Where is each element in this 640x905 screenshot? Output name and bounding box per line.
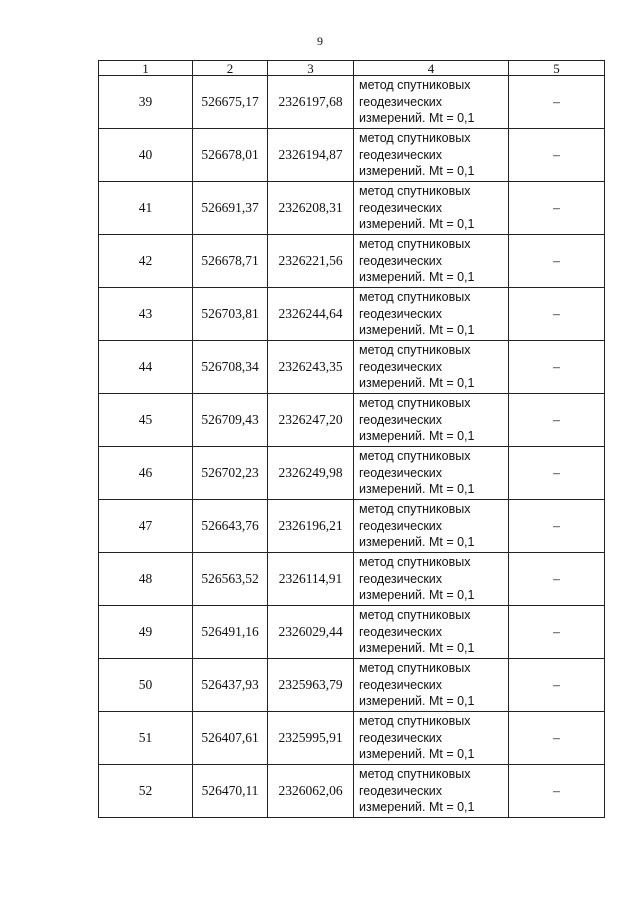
coordinates-table [98,60,605,818]
method-cell [354,447,509,500]
point-number-cell: 42 [99,235,193,288]
method-text-line: измерений. Mt = 0,1 [359,217,475,232]
y-coordinate-cell: 2326247,20 [268,394,354,447]
method-cell [354,659,509,712]
method-text-line: метод спутниковых [359,290,471,305]
point-number-cell: 52 [99,765,193,818]
method-text-line: метод спутниковых [359,767,471,782]
method-text-line: метод спутниковых [359,555,471,570]
method-text-line: измерений. Mt = 0,1 [359,164,475,179]
method-text-line: геодезических [359,465,443,480]
note-cell: – [509,765,605,818]
method-text-line: измерений. Mt = 0,1 [359,588,475,603]
table-row [99,76,605,129]
table-row [99,235,605,288]
note-cell: – [509,182,605,235]
column-header-4: 4 [354,61,509,76]
note-cell: – [509,659,605,712]
method-cell [354,553,509,606]
point-number-cell: 39 [99,76,193,129]
method-text-line: метод спутниковых [359,502,471,517]
method-text-line: геодезических [359,518,443,533]
method-text-line: измерений. Mt = 0,1 [359,323,475,338]
method-cell [354,129,509,182]
point-number-cell: 46 [99,447,193,500]
table-row [99,659,605,712]
method-text-line: метод спутниковых [359,237,471,252]
note-cell: – [509,553,605,606]
method-text-line: измерений. Mt = 0,1 [359,800,475,815]
table-row [99,606,605,659]
point-number-cell: 50 [99,659,193,712]
method-text-line: измерений. Mt = 0,1 [359,694,475,709]
table-row [99,500,605,553]
note-cell: – [509,606,605,659]
method-text-line: геодезических [359,412,443,427]
method-cell [354,606,509,659]
column-header-1: 1 [99,61,193,76]
y-coordinate-cell: 2326196,21 [268,500,354,553]
x-coordinate-cell: 526491,16 [193,606,268,659]
method-cell [354,182,509,235]
x-coordinate-cell: 526678,71 [193,235,268,288]
method-text-line: геодезических [359,94,443,109]
method-text-line: метод спутниковых [359,396,471,411]
table-header-row [99,61,605,76]
table-row [99,712,605,765]
method-text-line: метод спутниковых [359,608,471,623]
note-cell: – [509,394,605,447]
point-number-cell: 41 [99,182,193,235]
y-coordinate-cell: 2325963,79 [268,659,354,712]
table-row [99,341,605,394]
x-coordinate-cell: 526675,17 [193,76,268,129]
y-coordinate-cell: 2326221,56 [268,235,354,288]
method-text-line: измерений. Mt = 0,1 [359,641,475,656]
point-number-cell: 48 [99,553,193,606]
method-text-line: метод спутниковых [359,78,471,93]
method-text-line: геодезических [359,253,443,268]
x-coordinate-cell: 526708,34 [193,341,268,394]
method-text-line: геодезических [359,359,443,374]
y-coordinate-cell: 2326114,91 [268,553,354,606]
method-cell [354,288,509,341]
y-coordinate-cell: 2326243,35 [268,341,354,394]
method-cell [354,341,509,394]
table-row [99,765,605,818]
y-coordinate-cell: 2326249,98 [268,447,354,500]
note-cell: – [509,500,605,553]
x-coordinate-cell: 526691,37 [193,182,268,235]
y-coordinate-cell: 2326062,06 [268,765,354,818]
method-text-line: измерений. Mt = 0,1 [359,747,475,762]
point-number-cell: 40 [99,129,193,182]
table-row [99,129,605,182]
method-cell [354,765,509,818]
method-text-line: метод спутниковых [359,714,471,729]
method-cell [354,712,509,765]
note-cell: – [509,341,605,394]
method-text-line: метод спутниковых [359,343,471,358]
method-cell [354,235,509,288]
method-text-line: метод спутниковых [359,661,471,676]
x-coordinate-cell: 526678,01 [193,129,268,182]
point-number-cell: 44 [99,341,193,394]
point-number-cell: 43 [99,288,193,341]
method-text-line: геодезических [359,571,443,586]
x-coordinate-cell: 526702,23 [193,447,268,500]
method-text-line: измерений. Mt = 0,1 [359,270,475,285]
method-text-line: геодезических [359,677,443,692]
method-text-line: метод спутниковых [359,184,471,199]
method-text-line: измерений. Mt = 0,1 [359,376,475,391]
x-coordinate-cell: 526643,76 [193,500,268,553]
y-coordinate-cell: 2326197,68 [268,76,354,129]
table-body [99,76,605,818]
method-text-line: геодезических [359,730,443,745]
note-cell: – [509,447,605,500]
table-row [99,182,605,235]
x-coordinate-cell: 526437,93 [193,659,268,712]
method-text-line: геодезических [359,624,443,639]
x-coordinate-cell: 526407,61 [193,712,268,765]
column-header-3: 3 [268,61,354,76]
y-coordinate-cell: 2326029,44 [268,606,354,659]
method-text-line: геодезических [359,306,443,321]
method-text-line: геодезических [359,783,443,798]
method-text-line: измерений. Mt = 0,1 [359,482,475,497]
x-coordinate-cell: 526470,11 [193,765,268,818]
column-header-2: 2 [193,61,268,76]
method-text-line: измерений. Mt = 0,1 [359,111,475,126]
point-number-cell: 47 [99,500,193,553]
method-cell [354,394,509,447]
table-row [99,553,605,606]
method-text-line: измерений. Mt = 0,1 [359,429,475,444]
y-coordinate-cell: 2325995,91 [268,712,354,765]
table-row [99,394,605,447]
note-cell: – [509,235,605,288]
x-coordinate-cell: 526703,81 [193,288,268,341]
y-coordinate-cell: 2326244,64 [268,288,354,341]
method-text-line: измерений. Mt = 0,1 [359,535,475,550]
method-text-line: метод спутниковых [359,449,471,464]
method-text-line: геодезических [359,147,443,162]
y-coordinate-cell: 2326194,87 [268,129,354,182]
column-header-5: 5 [509,61,605,76]
x-coordinate-cell: 526709,43 [193,394,268,447]
table-row [99,447,605,500]
point-number-cell: 49 [99,606,193,659]
y-coordinate-cell: 2326208,31 [268,182,354,235]
x-coordinate-cell: 526563,52 [193,553,268,606]
note-cell: – [509,712,605,765]
page-number: 9 [317,34,323,48]
table-row [99,288,605,341]
point-number-cell: 45 [99,394,193,447]
note-cell: – [509,76,605,129]
method-text-line: метод спутниковых [359,131,471,146]
point-number-cell: 51 [99,712,193,765]
note-cell: – [509,288,605,341]
method-cell [354,76,509,129]
method-cell [354,500,509,553]
method-text-line: геодезических [359,200,443,215]
note-cell: – [509,129,605,182]
